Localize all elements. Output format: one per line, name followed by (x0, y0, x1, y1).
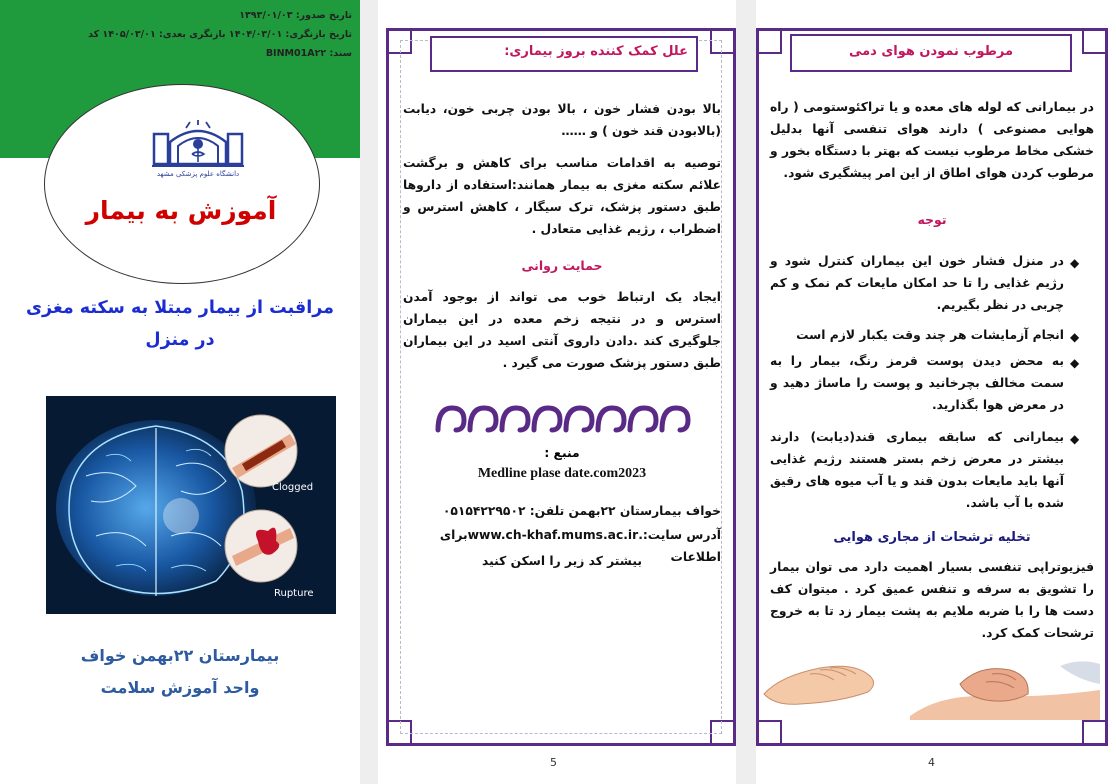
document-code: سند: BINM01A۲۲ (265, 48, 352, 59)
page-number: 5 (550, 756, 557, 769)
note-item: انجام آزمایشات هر چند وقت یکبار لازم است (796, 328, 1064, 342)
clogged-label: Clogged (272, 482, 314, 493)
note-item: بیمارانی که سابقه بیماری قند(دیابت) دارند بیشتر در معرض زخم بستر هستند رژیم غذایی آنها باید مایعات بدون قند و یا آب میوه های رقیق شده با آب باشد. (770, 430, 1064, 510)
subtitle-line-2: در منزل (145, 330, 215, 350)
hand-clapping-icon (760, 654, 1104, 720)
title-oval (44, 84, 320, 284)
risk-factors-text: بالا بودن فشار خون ، بالا بودن چربی خون، دیابت (بالابودن قند خون ) و …… (403, 102, 721, 138)
frame-corner (1082, 28, 1108, 54)
brain-illustration (46, 396, 336, 614)
website-address: آدرس سایت:.www.ch-khaf.mums.ac.irبرای اطلاعات (439, 528, 721, 564)
note-heading: توجه (917, 212, 947, 227)
drainage-heading: تخلیه ترشحات از مجاری هوایی (833, 530, 1031, 545)
support-text: ایجاد یک ارتباط خوب می تواند از بوجود آمدن استرس و در نتیجه زخم معده در این بیماران جلوگیری کند .دادن داروی آنتی اسید در این بیماران طبق دستور پزشک صورت می گیرد . (403, 290, 721, 370)
brain-icon (46, 396, 336, 614)
frame-corner (756, 28, 782, 54)
brochure-subtitle (20, 292, 340, 356)
recommendations-text: توصیه به اقدامات مناسب برای کاهش و برگشت علائم سکته مغزی به بیمار همانند:استفاده از داروها طبق دستور پزشک، ترک سیگار ، کاهش استرس و اضطراب ، رژیم غذایی متعادل . (403, 156, 721, 236)
bullet-icon: ◆ (1070, 432, 1080, 446)
support-heading: حمایت روانی (521, 258, 603, 273)
page-gutter (360, 0, 378, 784)
drainage-text: فیزیوتراپی تنفسی بسیار اهمیت دارد می توان بیمار را تشویق به سرفه و تنفس عمیق کرد . میتوان کف دست ها را با ضربه ملایم به پشت بیمار زد تا به خروج ترشحات کمک کرد. (770, 560, 1094, 640)
education-unit: واحد آموزش سلامت (100, 678, 260, 697)
ornament-icon (430, 400, 695, 440)
right-heading: مرطوب نمودن هوای دمی (848, 44, 1014, 59)
subtitle-line-1: مراقبت از بیمار مبتلا به سکته مغزی (26, 298, 334, 318)
middle-heading: علل کمک کننده بروز بیماری: (504, 44, 688, 59)
contact-info: خواف بیمارستان ۲۲بهمن تلفن: ۰۵۱۵۴۲۲۹۵۰۲ (442, 504, 721, 518)
bullet-icon: ◆ (1070, 330, 1080, 344)
cover-title: آموزش به بیمار (85, 196, 277, 225)
page-gutter (736, 0, 756, 784)
hospital-name: بیمارستان ۲۲بهمن خواف (80, 646, 280, 665)
source-label: منبع : (544, 446, 580, 460)
page-number: 4 (928, 756, 935, 769)
rupture-label: Rupture (274, 588, 314, 599)
university-logo (148, 120, 248, 182)
bullet-icon: ◆ (1070, 256, 1080, 270)
ornament-divider (430, 400, 695, 440)
scan-instruction: بیشتر کد زیر را اسکن کنید (482, 554, 642, 568)
source-reference: Medline plase date.com2023 (477, 466, 647, 481)
issue-date: تاریخ صدور: ۱۳۹۳/۰۱/۰۳ (239, 10, 352, 21)
review-date: تاریخ بازنگری: ۱۴۰۴/۰۳/۰۱ بازنگری بعدی: ۱۴۰۵/۰۳/۰۱ کد (88, 29, 352, 40)
inner-dashed-border (400, 40, 722, 734)
frame-corner (1082, 720, 1108, 746)
chest-physiotherapy-illustration (760, 654, 1104, 720)
humidify-intro: در بیمارانی که لوله های معده و یا تراکئوستومی ( راه هوایی مصنوعی ) دارند هوای تنفسی آنها بدلیل خشکی مخاط مرطوب نیست که بهتر با دستگاه بخور و مرطوب کردن هوای اطاق از این امر پیشگیری شود. (770, 100, 1094, 180)
note-item: در منزل فشار خون این بیماران کنترل شود و رژیم غذایی را تا حد امکان مایعات کم نمک و کم چربی در نظر بگیریم. (770, 254, 1064, 312)
logo-caption: دانشگاه علوم پزشکی مشهد (156, 170, 240, 178)
bullet-icon: ◆ (1070, 356, 1080, 370)
note-item: به محض دیدن پوست قرمز رنگ، بیمار را به سمت مخالف بچرخانید و پوست را ماساژ دهید و در معرض هوا بگذارید. (770, 354, 1064, 412)
frame-corner (756, 720, 782, 746)
